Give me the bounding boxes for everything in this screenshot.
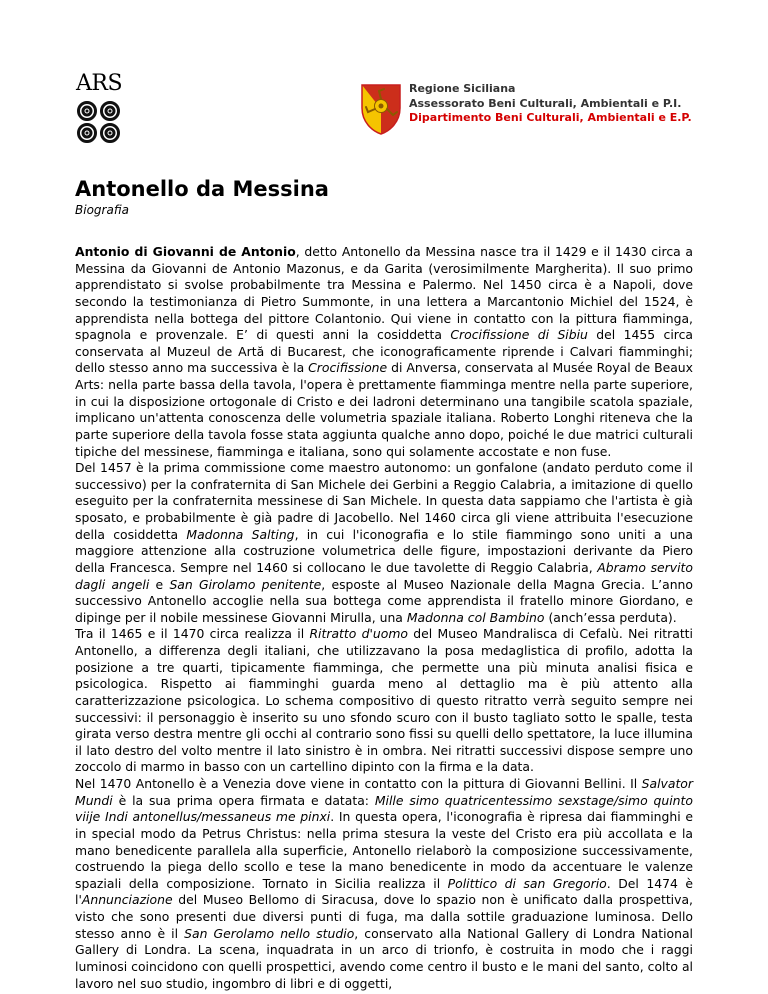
region-name: Regione Siciliana bbox=[409, 82, 516, 95]
text-run: , conservato alla National Gallery di Londra National Gallery di Londra. La scena, inquadrata in un arco di trionfo, è costruita in modo che i raggi luminosi coincidono con quelli prospettici, avendo come centro il busto e le mani del santo, colto al lavoro nel suo studio, ingombro di libri e di oggetti, bbox=[75, 925, 693, 991]
text-run: San Girolamo penitente bbox=[169, 576, 322, 592]
text-run: . Del 1474 è l' bbox=[75, 875, 693, 908]
paragraph bbox=[75, 244, 693, 460]
biography-text bbox=[75, 244, 693, 992]
text-run: Madonna Salting bbox=[186, 526, 295, 542]
regione-siciliana-header bbox=[359, 82, 692, 136]
text-run: Ritratto d'uomo bbox=[309, 626, 408, 642]
text-run: Salvator Mundi bbox=[75, 776, 693, 808]
text-run: è la sua prima opera firmata e datata: bbox=[112, 792, 375, 808]
text-run: . In questa opera, l'iconografia è ripresa dai fiamminghi e in special modo da Petrus Christus: nella prima stesura la veste del Cristo era più accollata e la mano benedicente parallela alla superficie, Antonello rielaborò la composizione successivamente, costruendo la piega dello scollo e tese la mano benedicente in modo da accentuare le valenze spaziali della composizione. Tornato in Sicilia realizza il bbox=[75, 809, 693, 891]
ars-logo-text: ARS bbox=[76, 71, 123, 96]
text-run: Nel 1470 Antonello è a Venezia dove viene in contatto con la pittura di Giovanni Bellini. Il bbox=[75, 776, 642, 791]
text-run: Madonna col Bambino bbox=[406, 609, 545, 625]
paragraph bbox=[75, 626, 693, 776]
text-run: Polittico di san Gregorio bbox=[447, 875, 607, 891]
document-title: Antonello da Messina bbox=[75, 177, 329, 201]
text-run: Crocifissione bbox=[308, 360, 388, 376]
text-run: e bbox=[149, 576, 170, 592]
text-run: Annunciazione bbox=[81, 892, 173, 908]
text-run: , detto Antonello da Messina nasce tra il 1429 e il 1430 circa a Messina da Giovanni de Antonio Mazonus, e da Garita (verosimilmente Margherita). Il suo primo apprendistato si svolse probabilmente tra Messina e Palermo. Nel 1450 circa è a Napoli, dove secondo la testimonianza di Pietro Summonte, in una lettera a Marcantonio Michiel del 1524, è apprendista nella bottega del pittore Colantonio. Qui viene in contatto con la pittura fiamminga, spagnola e provenzale. E’ di questi anni la cosiddetta bbox=[75, 244, 694, 343]
document-subtitle: Biografia bbox=[75, 203, 129, 217]
text-run: di Anversa, conservata al Musée Royal de Beaux Arts: nella parte bassa della tavola, l'opera è prettamente fiamminga mentre nella parte superiore, in cui la disposizione ortogonale di Cristo e dei ladroni determinano una tangibile scatola spaziale, implicano un'attenta conoscenza delle volumetria spaziale italiana. Roberto Longhi riteneva che la parte superiore della tavola fosse stata aggiunta qualche anno dopo, poiché le due matrici culturali tipiche del messinese, fiamminga e italiana, sono qui solamente accostate e non fuse. bbox=[75, 360, 693, 459]
text-run: Tra il 1465 e il 1470 circa realizza il bbox=[75, 626, 310, 642]
trinacria-shield-icon bbox=[359, 82, 403, 136]
spiral-emblem-icon bbox=[76, 100, 122, 144]
paragraph bbox=[75, 460, 693, 626]
text-run: Del 1457 è la prima commissione come maestro autonomo: un gonfalone (andato perduto come il successivo) per la confraternita di San Michele dei Gerbini a Reggio Calabria, a imitazione di quello eseguito per la confraternita messinese di San Michele. In questa data sappiamo che l'artista è già sposato, e probabilmente è già padre di Jacobello. Nel 1460 circa gli viene attribuita l'esecuzione della cosiddetta bbox=[75, 460, 693, 542]
ars-logo bbox=[76, 72, 124, 144]
text-run: Antonio di Giovanni de Antonio bbox=[75, 244, 296, 259]
dipartimento-name: Dipartimento Beni Culturali, Ambientali e E.P. bbox=[409, 111, 692, 124]
text-run: (anch’essa perduta). bbox=[544, 609, 677, 625]
text-run: , in cui l'iconografia e lo stile fiammingo sono uniti a una maggiore attenzione alla costruzione volumetrica delle figure, impostazioni derivante da Piero della Francesca. Sempre nel 1460 si collocano le due tavolette di Reggio Calabria, bbox=[75, 526, 693, 575]
text-run: Crocifissione di Sibiu bbox=[450, 327, 588, 343]
text-run: del Museo Mandralisca di Cefalù. Nei ritratti Antonello, a differenza degli italiani, che utilizzavano la posa medaglistica di profilo, adotta la posizione a tre quarti, tipicamente fiamminga, che permette una più minuta analisi fisica e psicologica. Rispetto ai fiamminghi guarda meno al dettaglio ma è più attento alla caratterizzazione psicologica. Lo schema compositivo di questo ritratto verrà seguito sempre nei successivi: il personaggio è inserito su uno sfondo scuro con il busto tagliato sotto le spalle, testa girata verso destra mentre gli occhi al contrario sono fissi su quelli dello spettatore, la luce illumina il lato destro del volto mentre il lato sinistro è in ombra. Nei ritratti successivi dispose sempre uno zoccolo di marmo in basso con un cartellino dipinto con la firma e la data. bbox=[75, 626, 693, 775]
text-run: Mille simo quatricentessimo sexstage/simo quinto viije Indi antonellus/messaneus me pinxi bbox=[75, 792, 693, 825]
text-run: , esposte al Museo Nazionale della Magna Grecia. L’anno successivo Antonello accoglie nella sua bottega come apprendista il fratello minore Giordano, e dipinge per il nobile messinese Giovanni Mirulla, una bbox=[75, 576, 693, 625]
text-run: del Museo Bellomo di Siracusa, dove lo spazio non è unificato dalla prospettiva, visto che sono presenti due diversi punti di fuga, ma dalla sottile graduazione luminosa. Dello stesso anno è il bbox=[75, 892, 693, 941]
text-run: Abramo servito dagli angeli bbox=[75, 559, 693, 592]
assessorato-name: Assessorato Beni Culturali, Ambientali e P.I. bbox=[409, 96, 682, 110]
text-run: San Gerolamo nello studio bbox=[184, 925, 355, 941]
text-run: del 1455 circa conservata al Muzeul de Artă di Bucarest, che iconograficamente riprende i Calvari fiamminghi; dello stesso anno ma successiva è la bbox=[75, 327, 694, 376]
paragraph bbox=[75, 776, 693, 992]
